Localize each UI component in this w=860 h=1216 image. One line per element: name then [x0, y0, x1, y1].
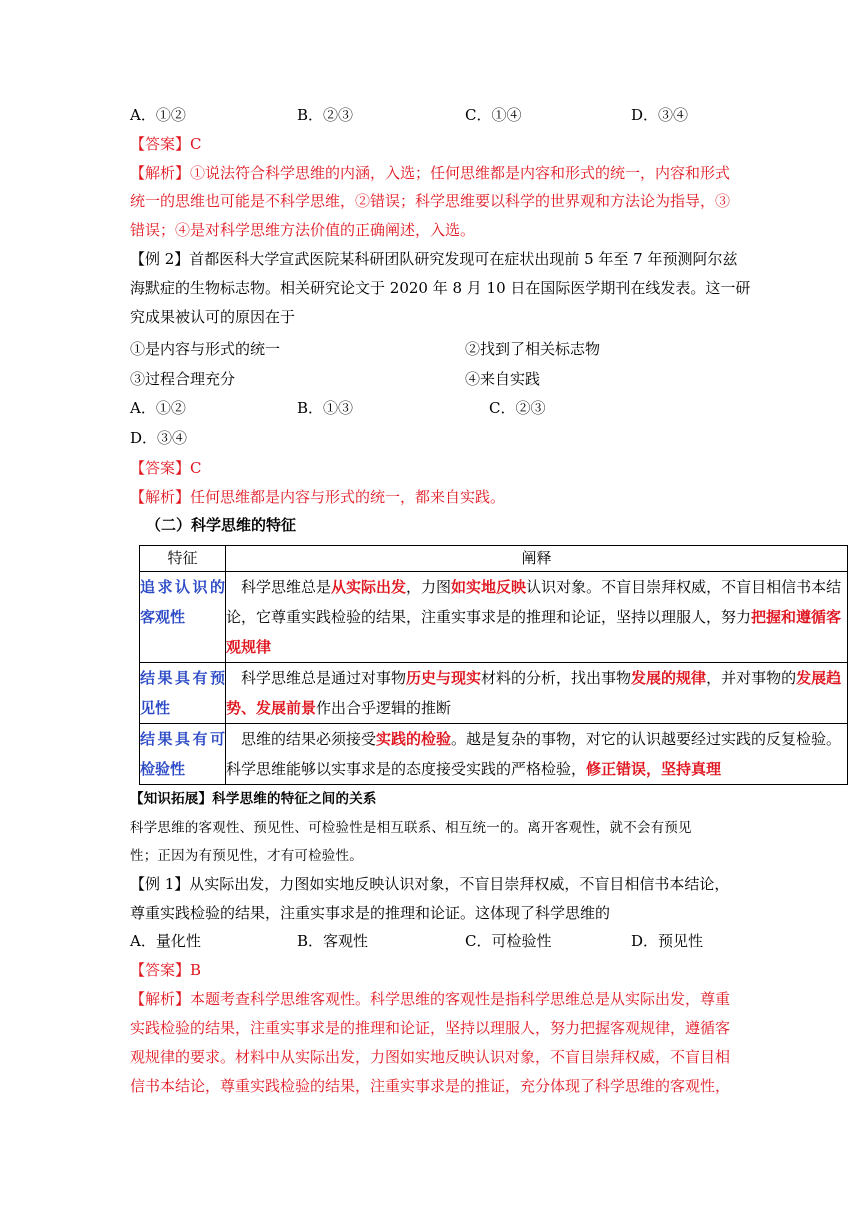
- q1-option-d: D．③④: [631, 106, 689, 124]
- emphasis-text: 实践的检验: [376, 730, 452, 748]
- description-text: 。越是复杂的事物，对它的认识越要经过实践的反复检验。科学思维能够以实事求是的态度接受实践的严格检验，: [226, 730, 842, 778]
- q2-statement: ②找到了相关标志物: [465, 340, 601, 358]
- description-text: ，力图: [406, 578, 452, 596]
- extension-title: 【知识拓展】科学思维的特征之间的关系: [130, 791, 377, 807]
- q1-option-a: A．①②: [130, 106, 186, 124]
- description-text: 认识对象。不盲目崇拜权威，不盲目相信书本结论，它尊重实践检验的结果，注重实事求是的推理和论证，坚持以理服人，努力: [226, 578, 842, 626]
- table-header-explanation: 阐释: [226, 546, 848, 572]
- description-text: ，并对事物的: [706, 669, 797, 687]
- description-text: 思维的结果必须接受: [226, 730, 377, 748]
- q3-option-a: A．量化性: [130, 932, 201, 950]
- q2-statement: ③过程合理充分: [130, 370, 236, 388]
- table-header-feature: 特征: [140, 546, 226, 572]
- emphasis-text: 修正错误，坚持真理: [586, 760, 722, 778]
- q2-stem-line: 海默症的生物标志物。相关研究论文于 2020 年 8 月 10 日在国际医学期刊在线发表。这一研: [130, 279, 751, 297]
- emphasis-text: 发展趋势、发展前景: [226, 669, 842, 717]
- description-text: 科学思维总是: [226, 578, 332, 596]
- q3-stem-line: 【例 1】从实际出发，力图如实地反映认识对象，不盲目崇拜权威，不盲目相信书本结论，: [130, 875, 730, 893]
- q1-option-c: C．①④: [465, 106, 522, 124]
- section-title: （二）科学思维的特征: [146, 516, 297, 534]
- feature-description: [226, 572, 848, 663]
- q2-statement: ④来自实践: [465, 370, 541, 388]
- q2-statement: ①是内容与形式的统一: [130, 340, 281, 358]
- q2-analysis: 【解析】任何思维都是内容与形式的统一，都来自实践。: [130, 488, 506, 506]
- q2-option-a: A．①②: [130, 399, 186, 417]
- q2-stem-line: 究成果被认可的原因在于: [130, 308, 296, 326]
- q3-analysis-line: 信书本结论，尊重实践检验的结果，注重实事求是的推证，充分体现了科学思维的客观性，: [130, 1077, 731, 1095]
- description-text: 作出合乎逻辑的推断: [316, 699, 452, 717]
- features-table: [139, 545, 848, 785]
- q3-option-b: B．客观性: [297, 932, 369, 950]
- emphasis-text: 如实地反映: [451, 578, 527, 596]
- feature-description: [226, 663, 848, 724]
- q2-option-c: C．②③: [489, 399, 546, 417]
- q3-analysis-line: 实践检验的结果，注重实事求是的推理和论证，坚持以理服人，努力把握客观规律，遵循客: [130, 1019, 731, 1037]
- q3-analysis-line: 观规律的要求。材料中从实际出发，力图如实地反映认识对象，不盲目崇拜权威，不盲目相: [130, 1048, 731, 1066]
- q3-stem-line: 尊重实践检验的结果，注重实事求是的推理和论证。这体现了科学思维的: [130, 904, 611, 922]
- q3-option-d: D．预见性: [631, 932, 704, 950]
- feature-name: 结果具有预见性: [140, 663, 226, 724]
- extension-text-line: 性；正因为有预见性，才有可检验性。: [130, 848, 363, 864]
- feature-name: 结果具有可检验性: [140, 724, 226, 785]
- q2-option-b: B．①③: [297, 399, 354, 417]
- q3-option-c: C．可检验性: [465, 932, 552, 950]
- feature-description: [226, 724, 848, 785]
- q1-analysis-line: 统一的思维也可能是不科学思维，②错误；科学思维要以科学的世界观和方法论为指导，③: [130, 192, 731, 210]
- emphasis-text: 历史与现实: [406, 669, 482, 687]
- extension-text-line: 科学思维的客观性、预见性、可检验性是相互联系、相互统一的。离开客观性，就不会有预见: [130, 820, 692, 836]
- feature-name: 追求认识的客观性: [140, 572, 226, 663]
- emphasis-text: 发展的规律: [631, 669, 707, 687]
- emphasis-text: 从实际出发: [331, 578, 407, 596]
- q1-analysis-line: 【解析】①说法符合科学思维的内涵，入选；任何思维都是内容和形式的统一，内容和形式: [130, 164, 731, 182]
- q2-stem-line: 【例 2】首都医科大学宣武医院某科研团队研究发现可在症状出现前 5 年至 7 年预测阿尔兹: [130, 250, 738, 268]
- q1-option-b: B．②③: [297, 106, 354, 124]
- table-row: [140, 724, 848, 785]
- description-text: 材料的分析，找出事物: [481, 669, 632, 687]
- q1-answer: 【答案】C: [130, 135, 202, 153]
- description-text: 科学思维总是通过对事物: [226, 669, 407, 687]
- table-row: [140, 572, 848, 663]
- emphasis-text: 把握和遵循客观规律: [226, 608, 842, 656]
- q3-analysis-line: 【解析】本题考查科学思维客观性。科学思维的客观性是指科学思维总是从实际出发，尊重: [130, 990, 731, 1008]
- q1-analysis-line: 错误；④是对科学思维方法价值的正确阐述，入选。: [130, 221, 476, 239]
- q2-option-d: D．③④: [130, 429, 188, 447]
- q3-answer: 【答案】B: [130, 961, 202, 979]
- q2-answer: 【答案】C: [130, 459, 202, 477]
- table-row: [140, 663, 848, 724]
